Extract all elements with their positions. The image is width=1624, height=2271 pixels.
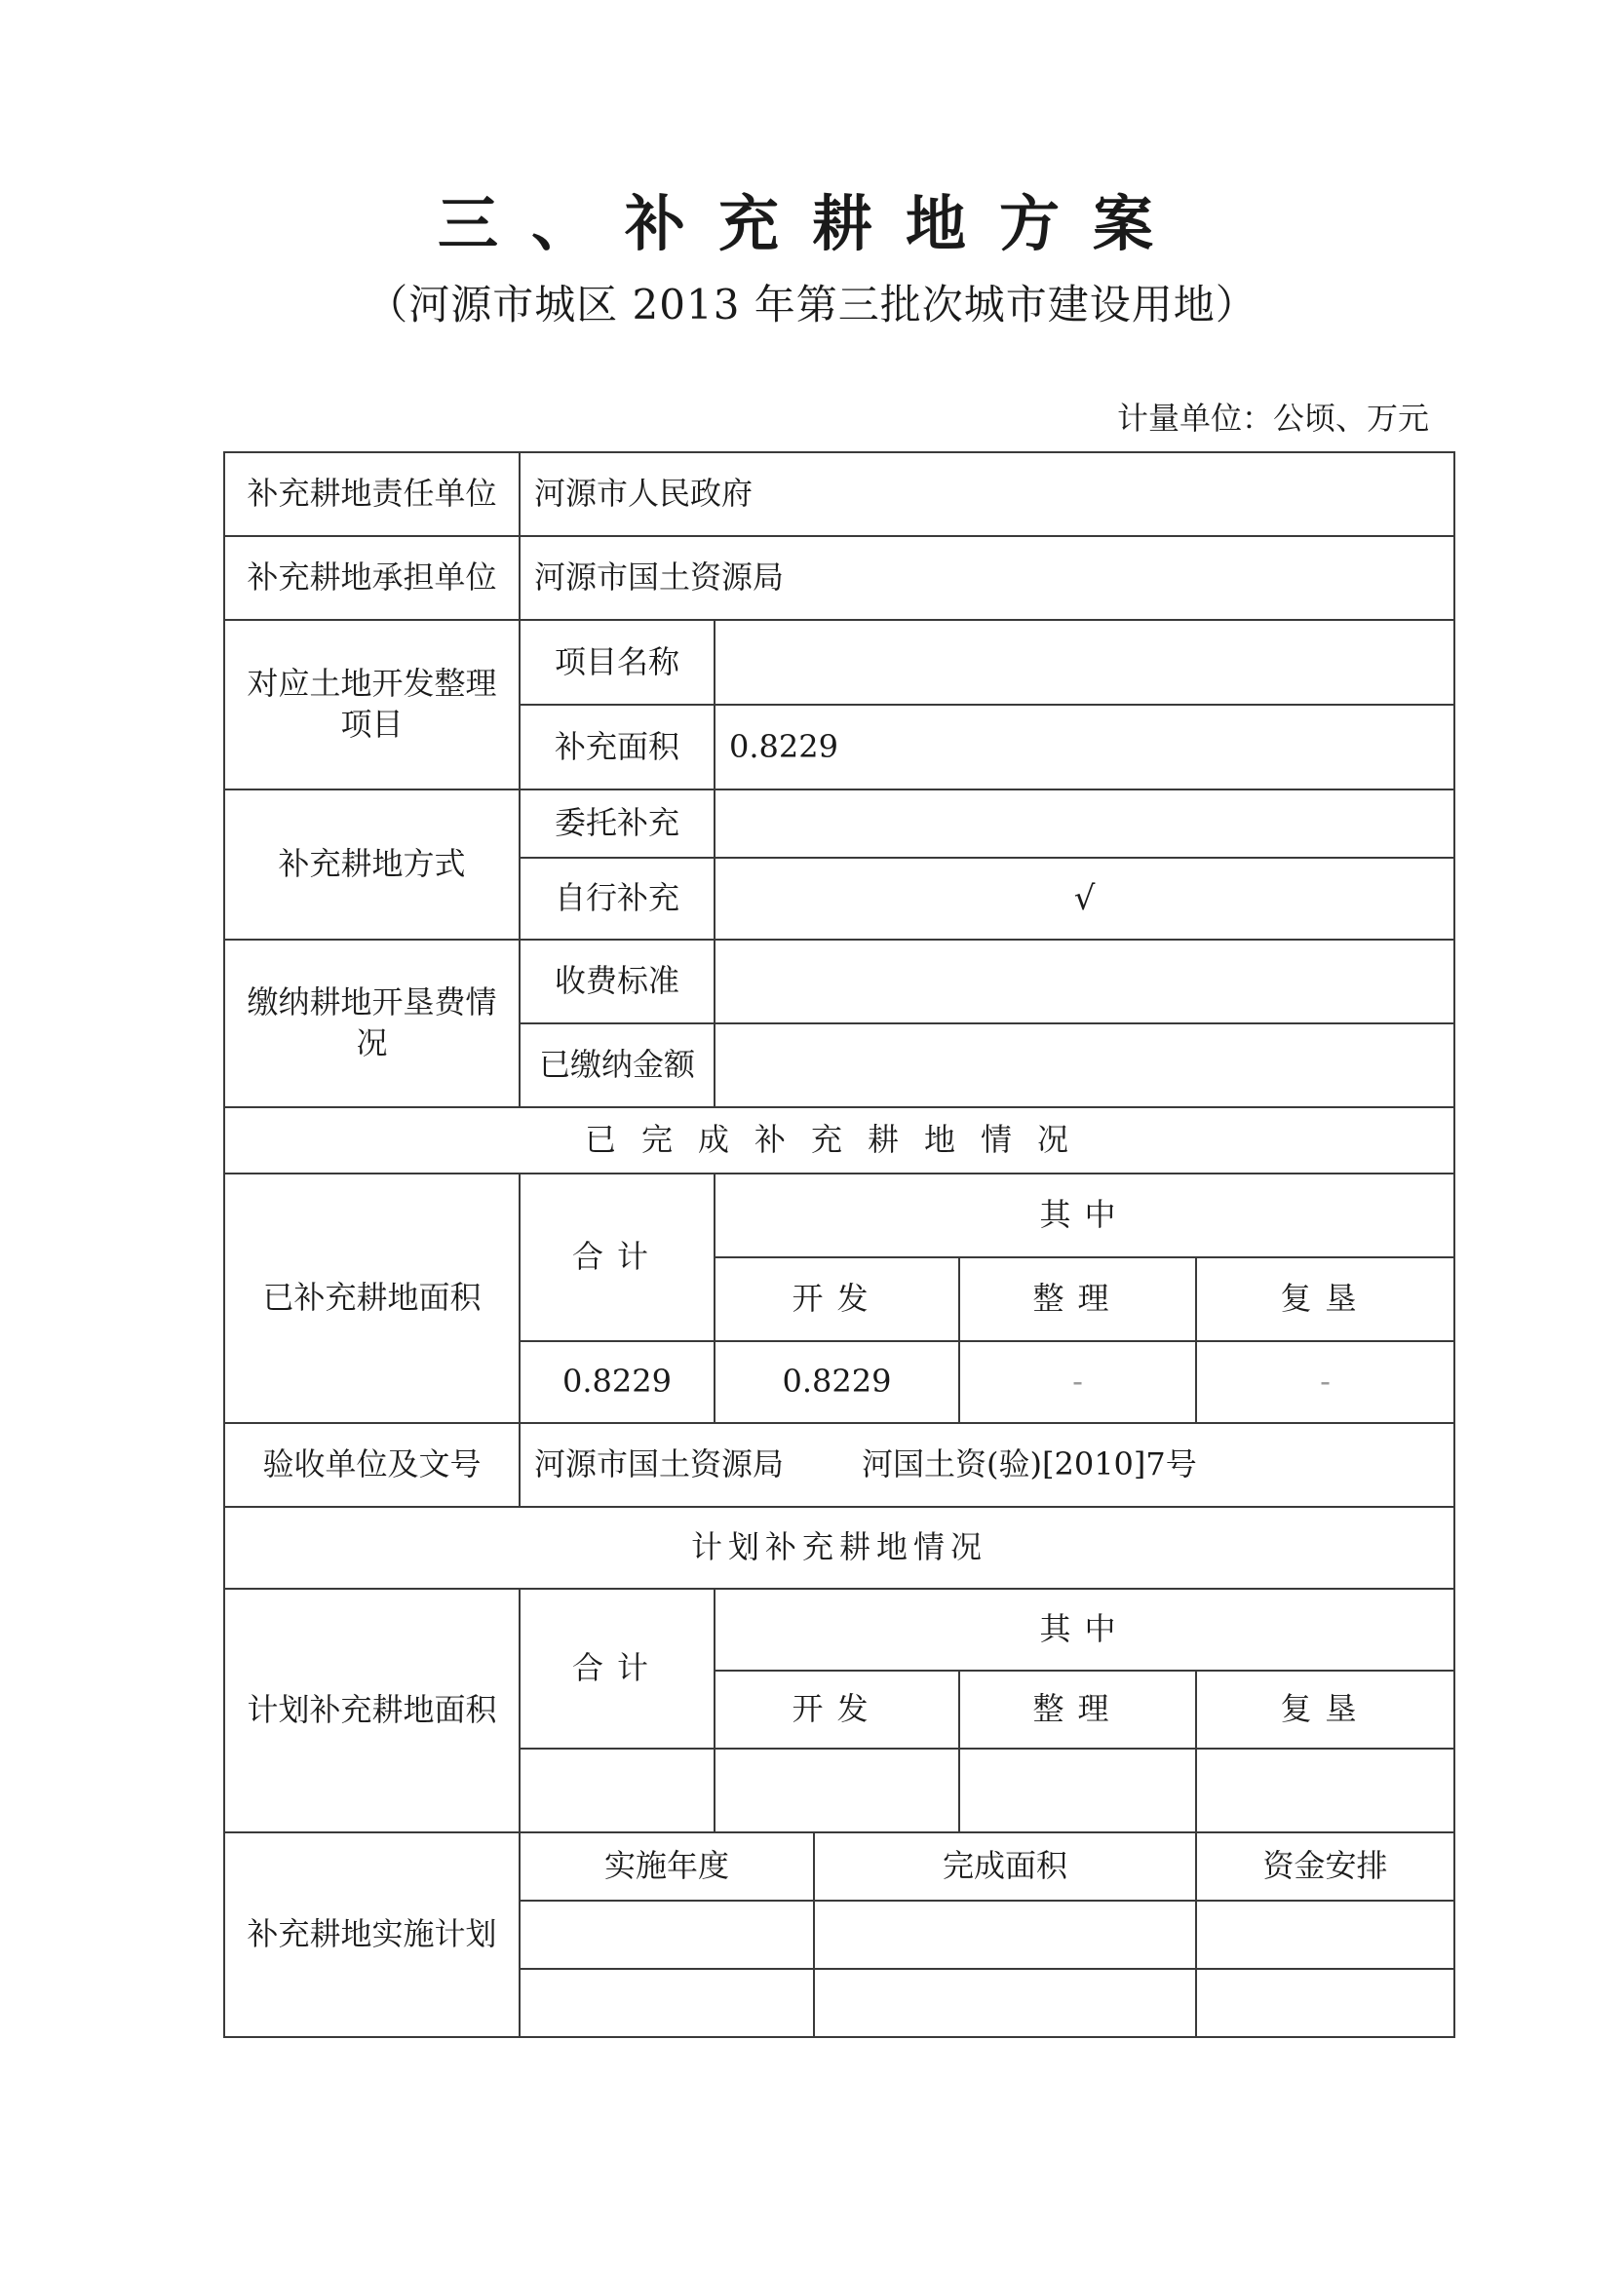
planned-reclaim-value — [1196, 1749, 1454, 1832]
fee-paid-value — [715, 1023, 1454, 1107]
implementation-area-label: 完成面积 — [814, 1832, 1196, 1901]
responsible-unit-row — [224, 452, 1454, 536]
completed-area-label: 已补充耕地面积 — [224, 1174, 520, 1423]
responsible-unit-label: 补充耕地责任单位 — [224, 452, 520, 536]
method-entrusted-label: 委托补充 — [520, 789, 715, 858]
completed-of-which-label: 其中 — [715, 1174, 1454, 1257]
completed-header-row — [224, 1174, 1454, 1257]
planned-section-row — [224, 1507, 1454, 1589]
completed-consolidation-label: 整理 — [959, 1257, 1196, 1341]
implementation-fund-cell — [1196, 1969, 1454, 2037]
undertaking-unit-value: 河源市国土资源局 — [520, 536, 1454, 620]
completed-reclaim-label: 复垦 — [1196, 1257, 1454, 1341]
method-entrusted-value — [715, 789, 1454, 858]
supplementary-farmland-table — [223, 451, 1455, 2038]
fee-standard-value — [715, 940, 1454, 1023]
page-title: 三、补充耕地方案 — [437, 188, 1186, 259]
method-label: 补充耕地方式 — [224, 789, 520, 940]
unit-label: 计量单位：公顷、万元 — [1116, 400, 1429, 437]
implementation-header-row — [224, 1832, 1454, 1901]
planned-section-title: 计划补充耕地情况 — [224, 1507, 1454, 1589]
acceptance-label: 验收单位及文号 — [224, 1423, 520, 1507]
fee-paid-label: 已缴纳金额 — [520, 1023, 715, 1107]
undertaking-unit-label: 补充耕地承担单位 — [224, 536, 520, 620]
undertaking-unit-row — [224, 536, 1454, 620]
fee-standard-row — [224, 940, 1454, 1023]
implementation-year-cell — [520, 1969, 814, 2037]
implementation-year-cell — [520, 1901, 814, 1969]
planned-consolidation-value — [959, 1749, 1196, 1832]
completed-consolidation-value: - — [959, 1341, 1196, 1423]
project-area-label: 补充面积 — [520, 705, 715, 789]
responsible-unit-value: 河源市人民政府 — [520, 452, 1454, 536]
page-subtitle: （河源市城区 2013 年第三批次城市建设用地） — [367, 281, 1257, 328]
completed-total-value: 0.8229 — [520, 1341, 715, 1423]
acceptance-unit: 河源市国土资源局 — [534, 1445, 785, 1483]
planned-area-label: 计划补充耕地面积 — [224, 1589, 520, 1832]
project-name-label: 项目名称 — [520, 620, 715, 705]
project-label: 对应土地开发整理项目 — [224, 620, 520, 789]
fee-standard-label: 收费标准 — [520, 940, 715, 1023]
method-self-check-mark: √ — [715, 858, 1454, 940]
completed-total-label: 合计 — [520, 1174, 715, 1341]
implementation-label: 补充耕地实施计划 — [224, 1832, 520, 2037]
planned-consolidation-label: 整理 — [959, 1671, 1196, 1749]
method-self-label: 自行补充 — [520, 858, 715, 940]
planned-dev-label: 开发 — [715, 1671, 959, 1749]
acceptance-row — [224, 1423, 1454, 1507]
planned-total-value — [520, 1749, 715, 1832]
implementation-year-label: 实施年度 — [520, 1832, 814, 1901]
planned-total-label: 合计 — [520, 1589, 715, 1749]
fee-label: 缴纳耕地开垦费情况 — [224, 940, 520, 1107]
completed-dev-value: 0.8229 — [715, 1341, 959, 1423]
completed-dev-label: 开发 — [715, 1257, 959, 1341]
implementation-area-cell — [814, 1969, 1196, 2037]
implementation-fund-label: 资金安排 — [1196, 1832, 1454, 1901]
completed-reclaim-value: - — [1196, 1341, 1454, 1423]
planned-dev-value — [715, 1749, 959, 1832]
project-area-value: 0.8229 — [715, 705, 1454, 789]
acceptance-doc-no: 河国土资(验)[2010]7号 — [862, 1445, 1197, 1483]
acceptance-value — [520, 1423, 1454, 1507]
planned-reclaim-label: 复垦 — [1196, 1671, 1454, 1749]
completed-section-title: 已完成补充耕地情况 — [224, 1107, 1454, 1174]
method-entrusted-row — [224, 789, 1454, 858]
planned-header-row — [224, 1589, 1454, 1671]
project-name-row — [224, 620, 1454, 705]
planned-of-which-label: 其中 — [715, 1589, 1454, 1671]
completed-section-row — [224, 1107, 1454, 1174]
project-name-value — [715, 620, 1454, 705]
implementation-fund-cell — [1196, 1901, 1454, 1969]
implementation-area-cell — [814, 1901, 1196, 1969]
